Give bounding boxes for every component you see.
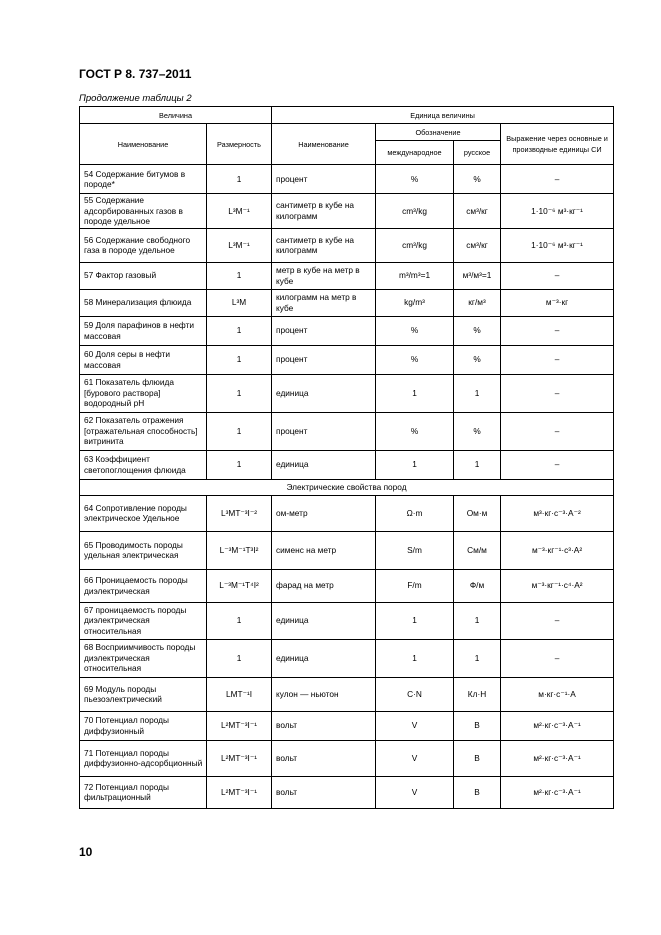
dimension-cell: L²MT⁻³I⁻¹ [207, 711, 272, 740]
dimension-cell: 1 [207, 262, 272, 289]
quantity-name-cell: 62 Показатель отражения [отражательная способность] витринита [80, 412, 207, 450]
international-cell: F/m [376, 569, 454, 602]
table-row [80, 602, 614, 639]
unit-name-cell: сантиметр в кубе на килограмм [272, 228, 376, 262]
dimension-cell: 1 [207, 165, 272, 194]
russian-cell: В [454, 740, 501, 776]
dimension-cell: 1 [207, 316, 272, 345]
dimension-cell: L⁻³M⁻¹T⁴I² [207, 569, 272, 602]
header-si-expression: Выражение через основные и производные единицы СИ [501, 124, 614, 165]
unit-name-cell: ом-метр [272, 495, 376, 531]
table-row [80, 262, 614, 289]
section-row [80, 479, 614, 495]
russian-cell: Ф/м [454, 569, 501, 602]
si-expression-cell: м⁻³·кг⁻¹·с⁴·А² [501, 569, 614, 602]
dimension-cell: L⁻³M⁻¹T³I² [207, 531, 272, 569]
quantity-name-cell: 63 Коэффициент светопоглощения флюида [80, 450, 207, 479]
table-row [80, 412, 614, 450]
unit-name-cell: фарад на метр [272, 569, 376, 602]
russian-cell: 1 [454, 450, 501, 479]
si-expression-cell: – [501, 602, 614, 639]
si-expression-cell: м³·кг·с⁻³·А⁻² [501, 495, 614, 531]
table-row [80, 345, 614, 374]
si-expression-cell: м²·кг·с⁻³·А⁻¹ [501, 711, 614, 740]
table-row [80, 316, 614, 345]
table-row [80, 740, 614, 776]
table-row [80, 776, 614, 808]
quantity-name-cell: 58 Минерализация флюида [80, 289, 207, 316]
quantity-name-cell: 59 Доля парафинов в нефти массовая [80, 316, 207, 345]
document-header: ГОСТ Р 8. 737–2011 [79, 67, 192, 81]
header-name: Наименование [80, 124, 207, 165]
dimension-cell: L²MT⁻³I⁻¹ [207, 776, 272, 808]
international-cell: C·N [376, 677, 454, 711]
table-row [80, 228, 614, 262]
dimension-cell: L³MT⁻³I⁻² [207, 495, 272, 531]
quantity-name-cell: 55 Содержание адсорбированных газов в породе удельное [80, 194, 207, 229]
table-row [80, 531, 614, 569]
russian-cell: См/м [454, 531, 501, 569]
quantity-name-cell: 54 Содержание битумов в породе* [80, 165, 207, 194]
quantity-name-cell: 67 проницаемость породы диэлектрическая относительная [80, 602, 207, 639]
si-expression-cell: – [501, 450, 614, 479]
russian-cell: % [454, 165, 501, 194]
international-cell: kg/m³ [376, 289, 454, 316]
unit-name-cell: единица [272, 602, 376, 639]
dimension-cell: L³M⁻¹ [207, 228, 272, 262]
unit-name-cell: единица [272, 374, 376, 412]
si-expression-cell: – [501, 165, 614, 194]
dimension-cell: 1 [207, 345, 272, 374]
dimension-cell: L³M [207, 289, 272, 316]
quantity-name-cell: 61 Показатель флюида [бурового раствора] водородный pH [80, 374, 207, 412]
page-number: 10 [79, 845, 93, 859]
quantity-name-cell: 66 Проницаемость породы диэлектрическая [80, 569, 207, 602]
unit-name-cell: процент [272, 345, 376, 374]
si-expression-cell: – [501, 639, 614, 677]
si-expression-cell: м⁻³·кг [501, 289, 614, 316]
table-row [80, 639, 614, 677]
unit-name-cell: процент [272, 412, 376, 450]
units-table [79, 106, 614, 809]
russian-cell: % [454, 412, 501, 450]
international-cell: V [376, 776, 454, 808]
header-international: международное [376, 141, 454, 165]
table-caption: Продолжение таблицы 2 [79, 93, 192, 104]
unit-name-cell: вольт [272, 711, 376, 740]
si-expression-cell: – [501, 374, 614, 412]
header-unit: Единица величины [272, 107, 614, 124]
international-cell: 1 [376, 450, 454, 479]
table-row [80, 374, 614, 412]
si-expression-cell: – [501, 412, 614, 450]
quantity-name-cell: 68 Восприимчивость породы диэлектрическая относительная [80, 639, 207, 677]
unit-name-cell: сименс на метр [272, 531, 376, 569]
unit-name-cell: кулон — ньютон [272, 677, 376, 711]
quantity-name-cell: 64 Сопротивление породы электрическое Удельное [80, 495, 207, 531]
unit-name-cell: единица [272, 450, 376, 479]
international-cell: % [376, 345, 454, 374]
si-expression-cell: м⁻³·кг⁻¹·с³·А² [501, 531, 614, 569]
unit-name-cell: процент [272, 316, 376, 345]
quantity-name-cell: 60 Доля серы в нефти массовая [80, 345, 207, 374]
international-cell: % [376, 316, 454, 345]
unit-name-cell: процент [272, 165, 376, 194]
dimension-cell: 1 [207, 412, 272, 450]
russian-cell: Ом·м [454, 495, 501, 531]
dimension-cell: LMT⁻¹I [207, 677, 272, 711]
table-row [80, 450, 614, 479]
si-expression-cell: 1·10⁻⁶ м³·кг⁻¹ [501, 228, 614, 262]
si-expression-cell: – [501, 262, 614, 289]
header-designation: Обозначение [376, 124, 501, 141]
international-cell: V [376, 711, 454, 740]
header-dimension: Размерность [207, 124, 272, 165]
international-cell: Ω·m [376, 495, 454, 531]
unit-name-cell: метр в кубе на метр в кубе [272, 262, 376, 289]
header-quantity: Величина [80, 107, 272, 124]
table-row [80, 165, 614, 194]
header-russian: русское [454, 141, 501, 165]
unit-name-cell: вольт [272, 776, 376, 808]
international-cell: S/m [376, 531, 454, 569]
dimension-cell: L³M⁻¹ [207, 194, 272, 229]
si-expression-cell: м·кг·с⁻¹·А [501, 677, 614, 711]
dimension-cell: 1 [207, 450, 272, 479]
si-expression-cell: 1·10⁻⁶ м³·кг⁻¹ [501, 194, 614, 229]
russian-cell: Кл·Н [454, 677, 501, 711]
russian-cell: 1 [454, 602, 501, 639]
header-unit-name: Наименование [272, 124, 376, 165]
russian-cell: % [454, 345, 501, 374]
dimension-cell: 1 [207, 602, 272, 639]
international-cell: V [376, 740, 454, 776]
table-row [80, 569, 614, 602]
russian-cell: см³/кг [454, 194, 501, 229]
unit-name-cell: килограмм на метр в кубе [272, 289, 376, 316]
dimension-cell: L²MT⁻³I⁻¹ [207, 740, 272, 776]
dimension-cell: 1 [207, 374, 272, 412]
russian-cell: 1 [454, 374, 501, 412]
international-cell: 1 [376, 639, 454, 677]
table-row [80, 289, 614, 316]
section-title: Электрические свойства пород [80, 479, 614, 495]
quantity-name-cell: 70 Потенциал породы диффузионный [80, 711, 207, 740]
quantity-name-cell: 65 Проводимость породы удельная электрическая [80, 531, 207, 569]
dimension-cell: 1 [207, 639, 272, 677]
unit-name-cell: сантиметр в кубе на килограмм [272, 194, 376, 229]
international-cell: cm³/kg [376, 194, 454, 229]
international-cell: 1 [376, 602, 454, 639]
si-expression-cell: м²·кг·с⁻³·А⁻¹ [501, 740, 614, 776]
si-expression-cell: м²·кг·с⁻³·А⁻¹ [501, 776, 614, 808]
russian-cell: 1 [454, 639, 501, 677]
table-row [80, 711, 614, 740]
international-cell: 1 [376, 374, 454, 412]
quantity-name-cell: 57 Фактор газовый [80, 262, 207, 289]
quantity-name-cell: 69 Модуль породы пьезоэлектрический [80, 677, 207, 711]
russian-cell: м³/м³=1 [454, 262, 501, 289]
unit-name-cell: единица [272, 639, 376, 677]
table-row [80, 677, 614, 711]
russian-cell: см³/кг [454, 228, 501, 262]
international-cell: % [376, 165, 454, 194]
international-cell: % [376, 412, 454, 450]
russian-cell: кг/м³ [454, 289, 501, 316]
table-row [80, 495, 614, 531]
quantity-name-cell: 56 Содержание свободного газа в породе удельное [80, 228, 207, 262]
russian-cell: В [454, 711, 501, 740]
quantity-name-cell: 71 Потенциал породы диффузионно-адсорбционный [80, 740, 207, 776]
quantity-name-cell: 72 Потенциал породы фильтрационный [80, 776, 207, 808]
table-row [80, 194, 614, 229]
russian-cell: % [454, 316, 501, 345]
si-expression-cell: – [501, 345, 614, 374]
unit-name-cell: вольт [272, 740, 376, 776]
international-cell: m³/m³=1 [376, 262, 454, 289]
si-expression-cell: – [501, 316, 614, 345]
international-cell: cm³/kg [376, 228, 454, 262]
russian-cell: В [454, 776, 501, 808]
